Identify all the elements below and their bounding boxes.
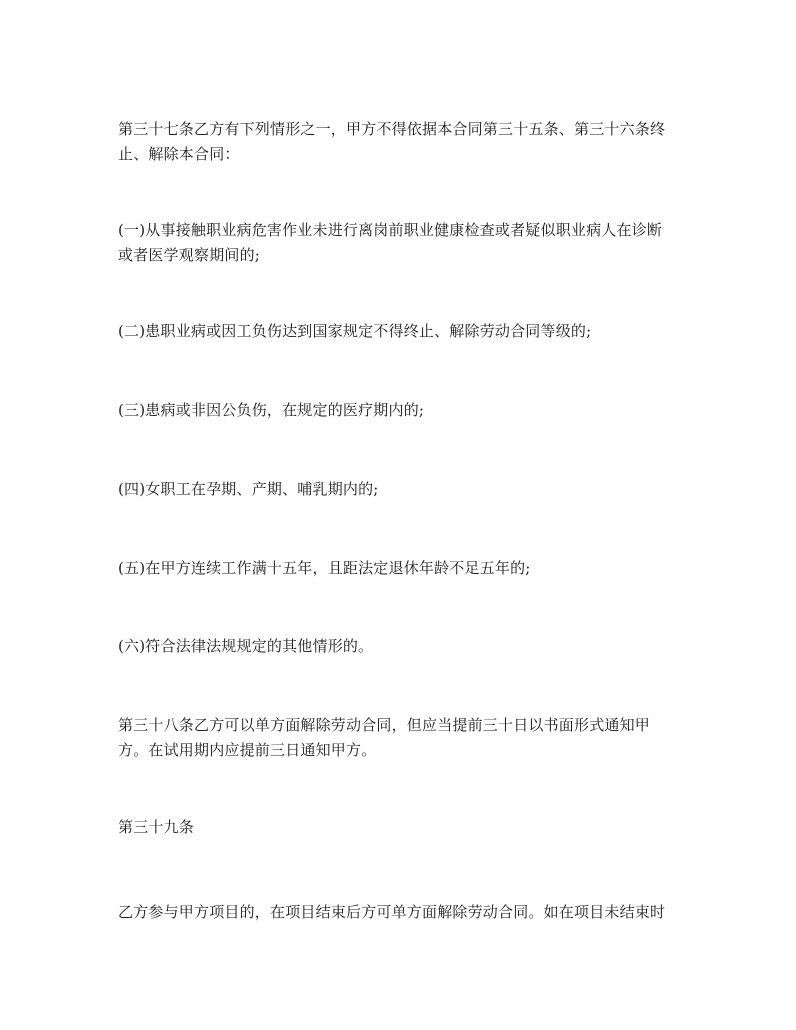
text-line: 第三十九条 bbox=[118, 818, 195, 836]
article-39-body bbox=[118, 900, 688, 925]
article-37-item-2 bbox=[118, 319, 688, 344]
article-37-item-4 bbox=[118, 477, 688, 502]
article-37-intro bbox=[118, 117, 688, 167]
article-39-heading bbox=[118, 815, 688, 840]
article-37-item-6 bbox=[118, 634, 688, 659]
text-line: 止、解除本合同： bbox=[118, 145, 240, 163]
article-37-item-3 bbox=[118, 398, 688, 423]
text-line: 第三十七条乙方有下列情形之一，甲方不得依据本合同第三十五条、第三十六条终 bbox=[118, 120, 666, 138]
text-line: 乙方参与甲方项目的，在项目结束后方可单方面解除劳动合同。如在项目未结束时 bbox=[118, 903, 666, 921]
text-line: (六)符合法律法规规定的其他情形的。 bbox=[118, 637, 374, 655]
article-37-item-1 bbox=[118, 218, 688, 268]
article-38 bbox=[118, 713, 688, 763]
text-line: (二)患职业病或因工负伤达到国家规定不得终止、解除劳动合同等级的; bbox=[118, 322, 592, 340]
text-line: (五)在甲方连续工作满十五年，且距法定退休年龄不足五年的; bbox=[118, 559, 531, 577]
text-line: 方。在试用期内应提前三日通知甲方。 bbox=[118, 741, 377, 759]
text-line: 或者医学观察期间的; bbox=[118, 246, 261, 264]
text-line: (三)患病或非因公负伤，在规定的医疗期内的; bbox=[118, 401, 425, 419]
text-line: 第三十八条乙方可以单方面解除劳动合同，但应当提前三十日以书面形式通知甲 bbox=[118, 716, 651, 734]
article-37-item-5 bbox=[118, 556, 688, 581]
text-line: (一)从事接触职业病危害作业未进行离岗前职业健康检查或者疑似职业病人在诊断 bbox=[118, 221, 663, 239]
text-line: (四)女职工在孕期、产期、哺乳期内的; bbox=[118, 480, 379, 498]
